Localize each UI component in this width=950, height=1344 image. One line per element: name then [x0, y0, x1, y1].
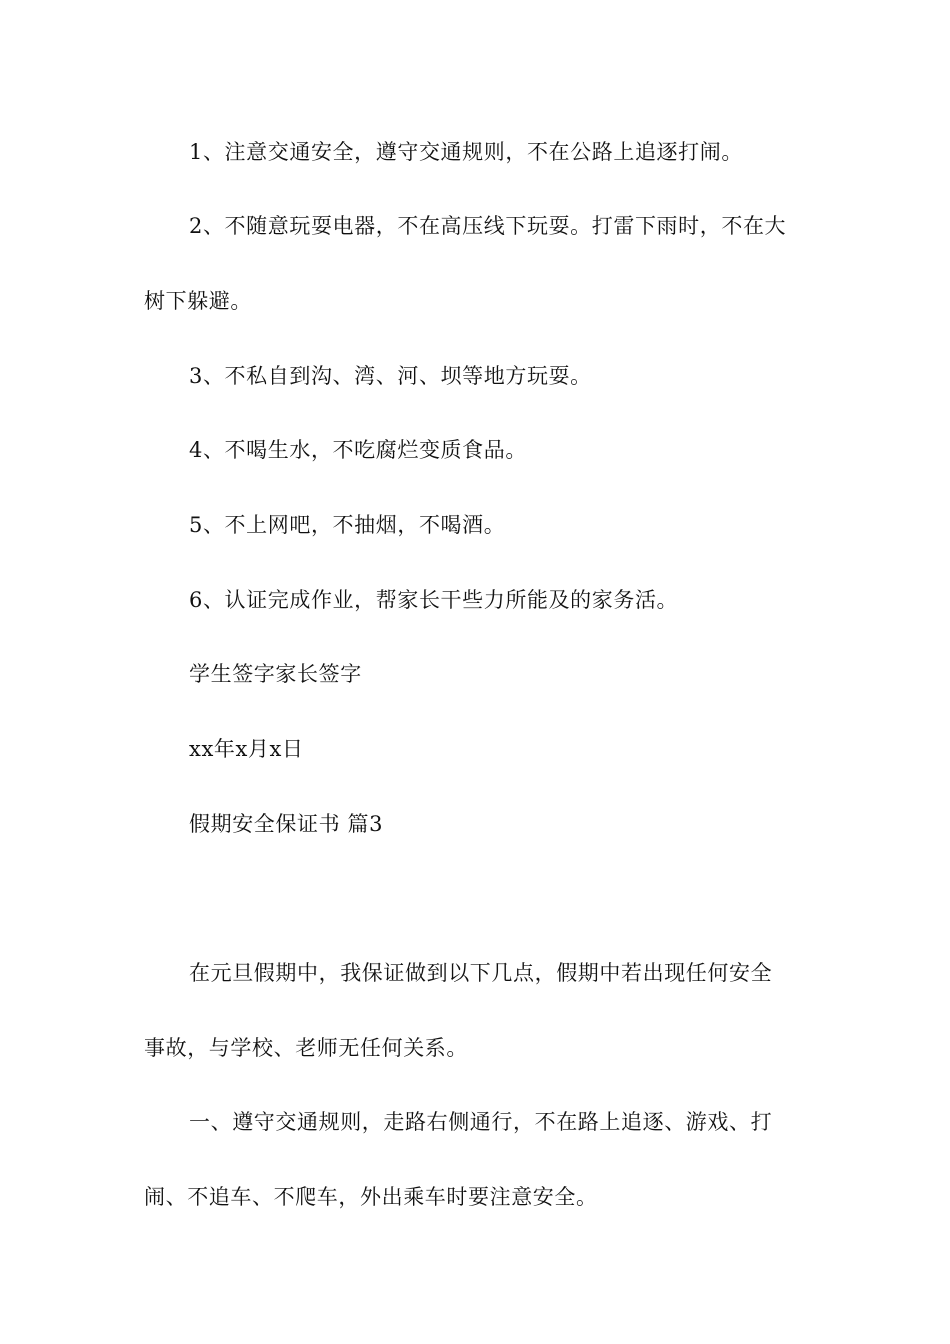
rule-2-text-line-1: 2、不随意玩耍电器，不在高压线下玩耍。打雷下雨时，不在大 [189, 214, 787, 238]
intro-paragraph-line-1: 在元旦假期中，我保证做到以下几点，假期中若出现任何安全 [189, 961, 773, 985]
rule-2-text-line-2: 树下躲避。 [144, 289, 252, 313]
signature-line: 学生签字家长签字 [189, 662, 362, 686]
rule-5-text: 5、不上网吧，不抽烟，不喝酒。 [189, 513, 506, 537]
rule-6-text: 6、认证完成作业，帮家长干些力所能及的家务活。 [189, 588, 679, 612]
date-line: xx年x月x日 [189, 737, 304, 761]
item-one-line-1: 一、遵守交通规则，走路右侧通行，不在路上追逐、游戏、打 [189, 1110, 773, 1134]
item-one-line-2: 闹、不追车、不爬车，外出乘车时要注意安全。 [144, 1185, 598, 1209]
section-heading: 假期安全保证书 篇3 [189, 812, 384, 836]
rule-4-text: 4、不喝生水，不吃腐烂变质食品。 [189, 438, 527, 462]
rule-1-text: 1、注意交通安全，遵守交通规则，不在公路上追逐打闹。 [189, 140, 743, 164]
rule-3-text: 3、不私自到沟、湾、河、坝等地方玩耍。 [189, 364, 592, 388]
intro-paragraph-line-2: 事故，与学校、老师无任何关系。 [144, 1036, 468, 1060]
